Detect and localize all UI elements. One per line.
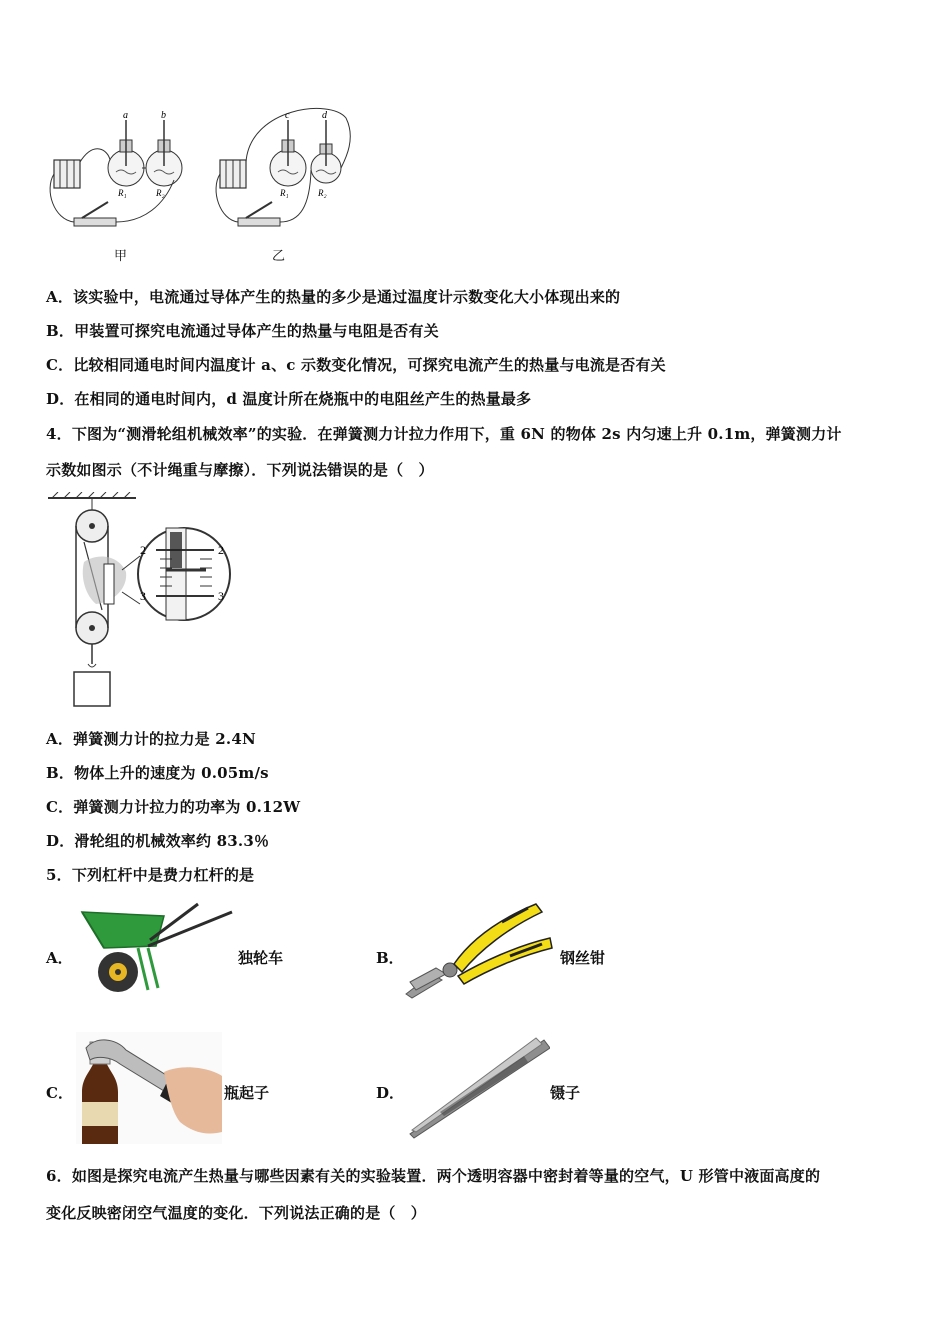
label-r2: R₂	[156, 188, 165, 198]
q5-stem: 5．下列杠杆中是费力杠杆的是	[46, 866, 255, 884]
q5-option-c-label: C．	[46, 1084, 73, 1102]
caption-jia: 甲	[114, 249, 128, 264]
q4-option-c: C．弹簧测力计拉力的功率为 0.12W	[46, 798, 301, 816]
q5-option-b-label: B．	[376, 949, 404, 967]
scale-label-right-2: 2	[218, 543, 224, 557]
q3-option-d: D．在相同的通电时间内，d 温度计所在烧瓶中的电阻丝产生的热量最多	[46, 390, 532, 408]
q5-option-a-name: 独轮车	[238, 949, 284, 967]
q4-option-a: A．弹簧测力计的拉力是 2.4N	[46, 730, 256, 748]
label-b: b	[161, 110, 166, 121]
label-a: a	[123, 110, 128, 121]
q4-option-b: B．物体上升的速度为 0.05m/s	[46, 764, 269, 782]
scale-label-left-3: 3	[140, 589, 146, 603]
label-r1-yi: R₁	[280, 188, 289, 198]
q5-option-a-label: A．	[46, 949, 73, 967]
caption-yi: 乙	[272, 249, 286, 264]
q4-option-d: D．滑轮组的机械效率约 83.3％	[46, 832, 270, 850]
q6-stem-line2: 变化反映密闭空气温度的变化．下列说法正确的是（ ）	[46, 1204, 427, 1222]
label-d: d	[322, 110, 327, 121]
circuit-figure-jia	[44, 110, 194, 240]
q5-option-d-name: 镊子	[550, 1084, 581, 1102]
q6-stem-line1: 6．如图是探究电流产生热量与哪些因素有关的实验装置．两个透明容器中密封着等量的空气，U 形管中液面高度的	[46, 1167, 821, 1185]
pliers-image	[402, 898, 558, 1000]
pulley-figure	[44, 492, 240, 712]
q3-option-c: C．比较相同通电时间内温度计 a、c 示数变化情况，可探究电流产生的热量与电流是否有关	[46, 356, 666, 374]
q5-option-d-label: D．	[376, 1084, 405, 1102]
q5-option-c-name: 瓶起子	[224, 1084, 270, 1102]
bottle-opener-image	[76, 1032, 222, 1144]
label-c: c	[285, 110, 290, 121]
q4-stem-line2: 示数如图示（不计绳重与摩擦）．下列说法错误的是（ ）	[46, 461, 434, 479]
scale-label-right-3: 3	[218, 589, 224, 603]
tweezers-image	[404, 1036, 550, 1140]
scale-label-left-2: 2	[140, 543, 146, 557]
q5-option-b-name: 钢丝钳	[560, 949, 606, 967]
label-r1: R₁	[118, 188, 127, 198]
circuit-figure-yi	[210, 98, 360, 240]
q3-option-b: B．甲装置可探究电流通过导体产生的热量与电阻是否有关	[46, 322, 439, 340]
q3-option-a: A．该实验中，电流通过导体产生的热量的多少是通过温度计示数变化大小体现出来的	[46, 288, 621, 306]
label-r2-yi: R₂	[318, 188, 327, 198]
wheelbarrow-image	[78, 902, 236, 998]
q4-stem-line1: 4．下图为“测滑轮组机械效率”的实验．在弹簧测力计拉力作用下，重 6N 的物体 2s 内匀速上升 0.1m，弹簧测力计	[46, 425, 842, 443]
